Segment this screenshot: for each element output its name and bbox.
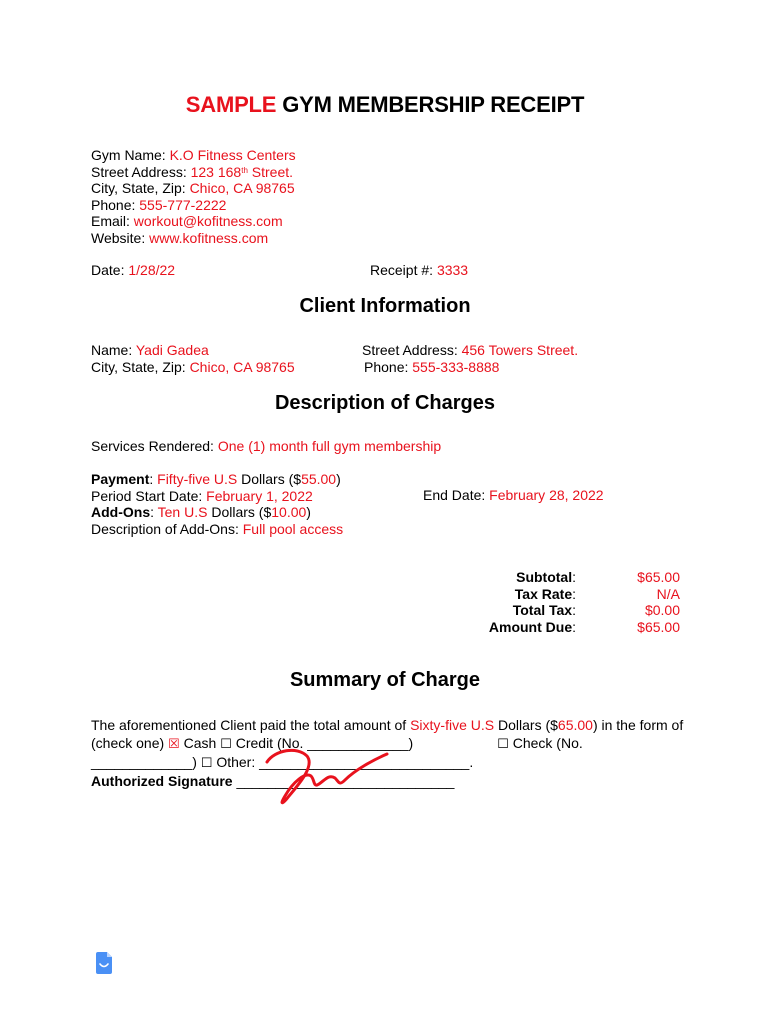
gym-street: 123 168th Street. [190,163,294,180]
subtotal-value: $65.00 [637,569,680,585]
other-checkbox[interactable]: ☐ [200,755,213,770]
amount-due-value: $65.00 [637,618,680,635]
gym-city-line: City, State, Zip: Chico, CA 98765 [91,180,295,196]
title-sample-word: SAMPLE [185,92,277,117]
payment-line: Payment: Fifty-five U.S Dollars ($55.00) [91,471,341,487]
total-tax-value: $0.00 [644,602,680,618]
receipt-title [0,92,770,118]
addons-line: Add-Ons: Ten U.S Dollars ($10.00) [91,504,311,520]
gym-name-line: Gym Name: K.O Fitness Centers [91,147,296,163]
summary-amount: 65.00 [557,717,593,733]
charges-heading: Description of Charges [274,392,496,414]
subtotal-label-line: Subtotal: [516,569,576,585]
summary-heading: Summary of Charge [289,669,481,691]
end-date-line: End Date: February 28, 2022 [423,487,604,503]
gym-phone: 555-777-2222 [139,196,227,213]
addons-description: Full pool access [242,520,344,537]
client-phone-line: Phone: 555-333-8888 [364,358,500,375]
start-date: February 1, 2022 [206,487,313,504]
addons-words: Ten U.S [157,504,208,520]
gym-city: Chico, CA 98765 [189,180,295,196]
gym-email-line: Email: workout@kofitness.com [91,213,283,229]
services-line: Services Rendered: One (1) month full gym membership [91,438,442,454]
tax-rate-label-line: Tax Rate: [514,585,576,602]
start-date-line: Period Start Date: February 1, 2022 [91,487,313,504]
summary-line-1: The aforementioned Client paid the total amount of Sixty-five U.S Dollars ($65.00) in the form of [91,717,684,733]
client-street-line: Street Address: 456 Towers Street. [362,342,579,358]
client-name: Yadi Gadea [135,342,209,358]
gym-website-line: Website: www.kofitness.com [91,229,269,246]
receipt-number-line: Receipt #: 3333 [370,262,469,278]
services-rendered: One (1) month full gym membership [217,438,442,454]
gym-info-block [91,147,296,246]
total-tax-label-line: Total Tax: [512,602,576,618]
client-right-block [362,342,578,375]
summary-line-3: _____________) ☐ Other: ___________________________. [91,754,474,770]
handwritten-signature [255,740,405,810]
cash-checkbox[interactable]: ☒ [168,736,180,751]
receipt-number: 3333 [436,262,469,278]
amount-due-label-line: Amount Due: [488,618,576,635]
payment-words: Fifty-five U.S [157,471,238,487]
summary-line-2: (check one) ☒ Cash ☐ Credit (No. _____________) ☐ Check (No. [91,735,583,751]
totals-labels [376,569,576,635]
title-text: GYM MEMBERSHIP RECEIPT [282,92,585,117]
tax-rate-value: N/A [656,585,680,602]
client-info-heading: Client Information [299,295,471,317]
gym-website: www.kofitness.com [149,229,269,246]
gym-phone-line: Phone: 555-777-2222 [91,196,227,213]
credit-checkbox[interactable]: ☐ [220,736,232,751]
client-phone: 555-333-8888 [412,358,500,375]
gym-email: workout@kofitness.com [133,213,283,229]
addons-desc-line: Description of Add-Ons: Full pool access [91,520,344,537]
client-name-line: Name: Yadi Gadea [91,342,209,358]
payment-block [91,471,343,537]
check-checkbox[interactable]: ☐ [497,736,509,751]
client-left-block [91,342,295,375]
client-city-line: City, State, Zip: Chico, CA 98765 [91,358,295,375]
client-street: 456 Towers Street. [461,342,579,358]
client-city: Chico, CA 98765 [189,358,295,375]
end-date: February 28, 2022 [489,487,604,503]
totals-values [560,569,680,635]
authorized-signature-label: Authorized Signature [91,773,233,789]
gym-street-line: Street Address: 123 168th Street. [91,163,294,180]
receipt-date: 1/28/22 [128,262,176,278]
addons-amount: 10.00 [271,504,307,520]
document-icon[interactable] [94,951,114,975]
payment-amount: 55.00 [301,471,337,487]
gym-name: K.O Fitness Centers [169,147,296,163]
date-line: Date: 1/28/22 [91,262,176,278]
summary-amount-words: Sixty-five U.S [410,717,495,733]
authorized-signature-line: Authorized Signature ____________________________ [91,773,455,789]
